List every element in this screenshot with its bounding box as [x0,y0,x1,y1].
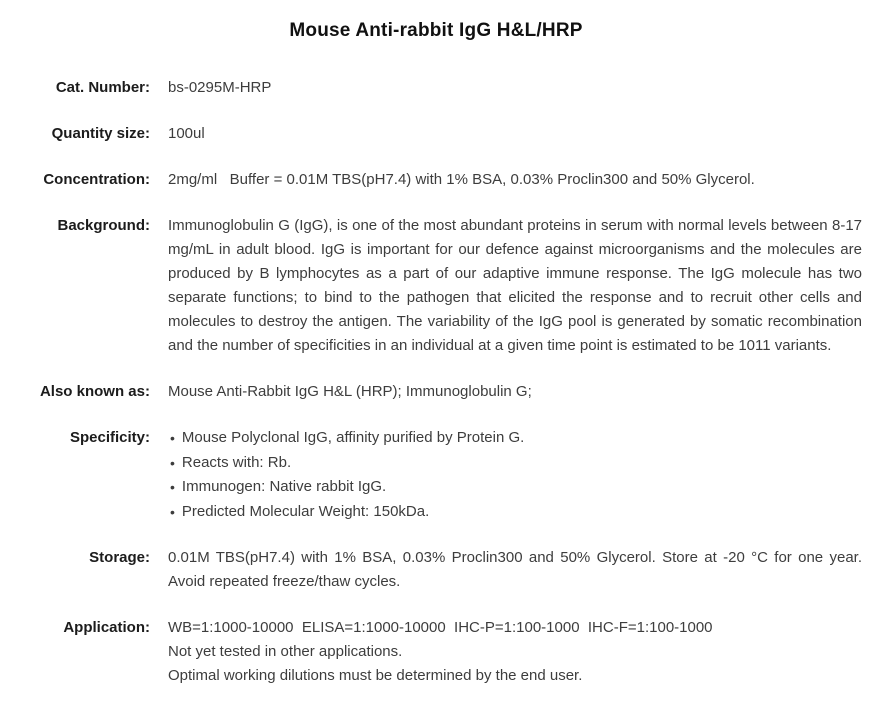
specificity-item [168,451,862,476]
concentration-value: 2mg/ml Buffer = 0.01M TBS(pH7.4) with 1% BSA, 0.03% Proclin300 and 50% Glycerol. [168,171,755,188]
concentration-label: Concentration: [43,171,150,188]
specificity-item [168,475,862,500]
cat-number-value: bs-0295M-HRP [168,79,272,96]
specificity-item [168,426,862,451]
specificity-item [168,500,862,525]
bullet-icon: • [170,454,175,471]
application-disclaimer-line: Optimal working dilutions must be determined by the end user. [168,667,583,684]
quantity-size-label: Quantity size: [51,125,150,142]
field-row-storage [10,546,862,594]
specificity-item-text: Immunogen: Native rabbit IgG. [181,478,387,495]
field-row-background [10,214,862,358]
specificity-label: Specificity: [69,429,150,446]
quantity-size-value: 100ul [168,125,205,142]
application-note-line: Not yet tested in other applications. [168,643,403,660]
application-label: Application: [63,619,150,636]
background-value: Immunoglobulin G (IgG), is one of the most abundant proteins in serum with normal levels between 8-17 mg/mL in adult blood. IgG is important for our defence against microorganisms and the molecules are produced by B lymphocytes as a part of our adaptive immune response. The IgG molecule has two separate functions; to bind to the pathogen that elicited the response and to recruit other cells and molecules to destroy the antigen. The variability of the IgG pool is generated by somatic recombination and the number of specificities in an individual at a given time point is estimated to be 1011 variants. [168,217,862,354]
field-row-quantity-size [10,122,862,146]
specificity-item-text: Reacts with: Rb. [181,453,292,471]
field-row-also-known-as [10,380,862,404]
application-dilutions-line: WB=1:1000-10000 ELISA=1:1000-10000 IHC-P=1:100-1000 IHC-F=1:100-1000 [168,619,713,636]
storage-label: Storage: [89,549,150,566]
bullet-icon: • [170,430,175,446]
field-row-cat-number [10,76,862,100]
field-row-concentration [10,168,862,192]
bullet-icon: • [170,479,175,495]
field-row-application [10,616,862,688]
field-row-specificity [10,426,862,524]
specificity-bullet-list [168,426,862,524]
bullet-icon: • [170,503,175,520]
also-known-as-value: Mouse Anti-Rabbit IgG H&L (HRP); Immunoglobulin G; [168,383,532,400]
page-title: Mouse Anti-rabbit IgG H&L/HRP [289,20,583,41]
specificity-item-text: Predicted Molecular Weight: 150kDa. [181,502,430,520]
background-label: Background: [57,217,150,234]
also-known-as-label: Also known as: [39,383,150,400]
application-value [168,616,862,688]
cat-number-label: Cat. Number: [55,79,150,96]
specificity-value [168,426,862,524]
specificity-item-text: Mouse Polyclonal IgG, affinity purified by Protein G. [181,429,525,446]
storage-value: 0.01M TBS(pH7.4) with 1% BSA, 0.03% Proclin300 and 50% Glycerol. Store at -20 °C for one year. Avoid repeated freeze/thaw cycles. [168,549,862,590]
